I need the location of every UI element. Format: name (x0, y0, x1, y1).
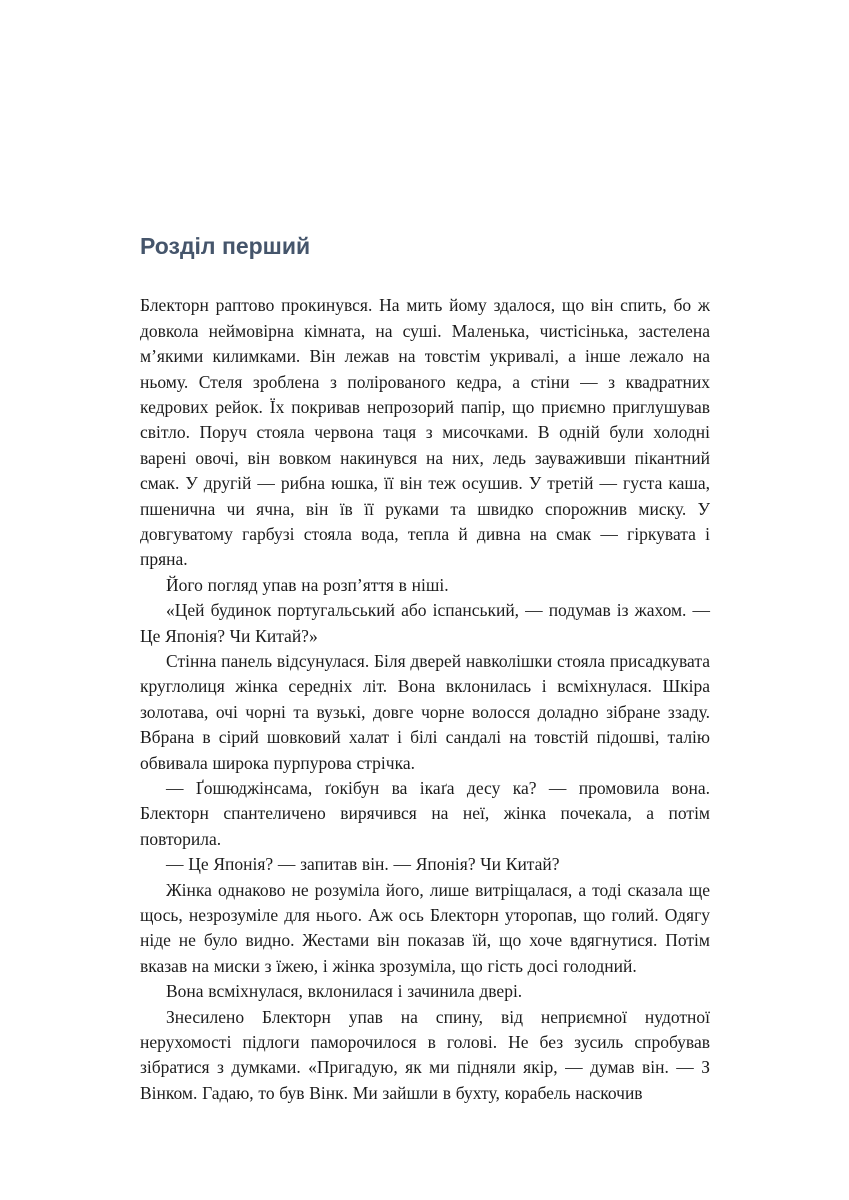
paragraph: «Цей будинок португальський або іспанський, — подумав із жахом. — Це Японія? Чи Китай?» (140, 600, 710, 646)
paragraph: Вона всміхнулася, вклонилася і зачинила двері. (166, 981, 523, 1002)
paragraph: Жінка однаково не розуміла його, лише витріщалася, а тоді сказала ще щось, незрозуміле для нього. Аж ось Блекторн уторопав, що голий. Одягу ніде не було видно. Жестами він показав їй, що хоче вдягнутися. Потім вказав на миски з їжею, і жінка зрозуміла, що гість досі голодний. (140, 879, 710, 976)
paragraph: Блекторн раптово прокинувся. На мить йому здалося, що він спить, бо ж довкола неймовірна кімната, на суші. Маленька, чистісінька, застелена м’якими килимками. Він лежав на товстім укривалі, а інше лежало на ньому. Стеля зроблена з полірованого кедра, а стіни — з квадратних кедрових рейок. Їх покривав непрозорий папір, що приємно приглушував світло. Поруч стояла червона таця з мисочками. В одній були холодні варені овочі, він вовком накинувся на них, ледь зауваживши пікантний смак. У другій — рибна юшка, її він теж осушив. У третій — густа каша, пшенична чи ячна, він їв її руками та швидко спорожнив миску. У довгуватому гарбузі стояла вода, тепла й дивна на смак — гіркувата і пряна. (140, 295, 710, 570)
paragraph-dialogue: — Ґошюджінсама, ґокібун ва ікаґа десу ка? — промовила вона. Блекторн спантеличено вирячився на неї, жінка почекала, а потім повторила. (140, 778, 710, 849)
paragraph: Його погляд упав на розп’яття в ніші. (166, 574, 449, 595)
paragraph-dialogue: — Це Японія? — запитав він. — Японія? Чи Китай? (166, 854, 560, 875)
chapter-title: Розділ перший (140, 233, 311, 259)
chapter-body (140, 293, 710, 1106)
paragraph: Знесилено Блекторн упав на спину, від неприємної нудотної нерухомості підлоги паморочилося в голові. Не без зусиль спробував зібратися з думками. «Пригадую, як ми підняли якір, — думав він. — З Вінком. Гадаю, то був Вінк. Ми зайшли в бухту, корабель наскочив (140, 1006, 710, 1103)
paragraph: Стінна панель відсунулася. Біля дверей навколішки стояла присадкувата круглолиця жінка середніх літ. Вона вклонилась і всміхнулася. Шкіра золотава, очі чорні та вузькі, довге чорне волосся доладно зібране ззаду. Вбрана в сірий шовковий халат і білі сандалі на товстій підошві, талію обвивала широка пурпурова стрічка. (140, 650, 710, 773)
